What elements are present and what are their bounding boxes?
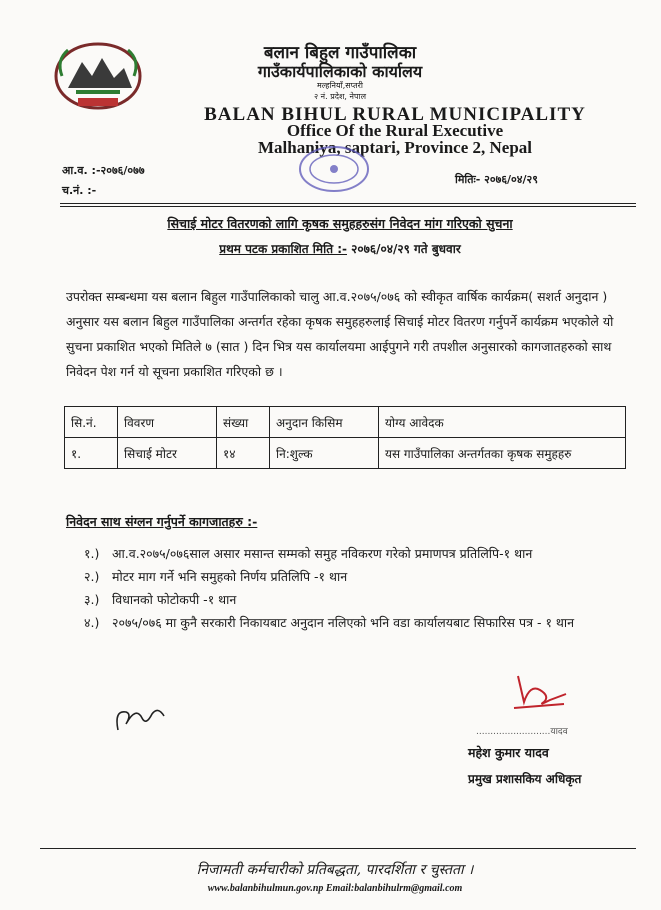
header-divider-second [60, 206, 636, 207]
signature-icon [510, 672, 570, 712]
list-item-text: आ.व.२०७५/०७६साल असार मसान्त सम्मको समुह नविकरण गरेको प्रमाणपत्र प्रतिलिपि-१ थान [112, 546, 533, 561]
list-item-text: २०७५/०७६ मा कुनै सरकारी निकायबाट अनुदान नलिएको भनि वडा कार्यालयबाट सिफारिस पत्र - १ थान [112, 615, 575, 630]
list-item [84, 565, 624, 588]
list-item-number: ३.) [84, 592, 100, 607]
municipality-name-nepali: बलान बिहुल गाउँपालिका [263, 43, 417, 63]
signatory-title: प्रमुख प्रशासकिय अधिकृत [468, 772, 582, 786]
list-item-text: विधानको फोटोकपी -१ थान [112, 592, 237, 607]
office-stamp-icon [296, 144, 372, 194]
table-header-cell: विवरण [118, 407, 217, 438]
list-item-number: २.) [84, 569, 100, 584]
table-header-cell: संख्या [217, 407, 270, 438]
signature-line: ..........................यादव [476, 727, 568, 737]
nepal-emblem-icon [52, 40, 144, 112]
published-date-line [60, 240, 620, 257]
fiscal-year: आ.व. :-२०७६/०७७ [62, 164, 145, 177]
municipality-name-english: BALAN BIHUL RURAL MUNICIPALITY [204, 104, 586, 125]
table-header-cell: सि.नं. [65, 407, 118, 438]
table-header-row [65, 407, 626, 438]
table-cell: यस गाउँपालिका अन्तर्गतका कृषक समुहहरु [379, 438, 626, 469]
table-header-cell: योग्य आवेदक [379, 407, 626, 438]
signatory-name: महेश कुमार यादव [468, 745, 549, 760]
footer-contact: www.balanbihulmun.gov.np Email:balanbihulrm@gmail.com [207, 883, 463, 894]
header-divider [60, 203, 636, 204]
address-english: Malhaniya, saptari, Province 2, Nepal [257, 138, 533, 157]
footer-motto: निजामती कर्मचारीको प्रतिबद्धता, पारदर्शिता र चुस्तता । [196, 862, 474, 878]
list-item [84, 542, 624, 565]
table-cell: नि:शुल्क [270, 438, 379, 469]
initials-signature-icon [112, 700, 172, 736]
address-nepali: मल्हनियाँ,सप्तरी [316, 81, 364, 90]
notice-body: उपरोक्त सम्बन्धमा यस बलान बिहुल गाउँपालिकाको चालु आ.व.२०७५/०७६ को स्वीकृत वार्षिक कार्यक्रम( सशर्त अनुदान ) अनुसार यस बलान बिहुल गाउँपालिका अन्तर्गत रहेका कृषक समुहहरुलाई सिचाई मोटर वितरण गर्नुपर्ने कार्यक्रम भएकोले यो सुचना प्रकाशित भएको मितिले ७ (सात ) दिन भित्र यस कार्यालयमा आईपुगने गरी तपशील अनुसारको कागजातहरुको साथ निवेदन पेश गर्न यो सूचना प्रकाशित गरिएको छ । [66, 289, 614, 379]
required-documents-list [84, 542, 624, 634]
notice-title: सिचाई मोटर वितरणको लागि कृषक समुहहरुसंग निवेदन मांग गरिएको सुचना [167, 216, 513, 231]
list-item-text: मोटर माग गर्ने भनि समुहको निर्णय प्रतिलिपि -१ थान [112, 569, 348, 584]
office-name-nepali: गाउँकार्यपालिकाको कार्यालय [257, 62, 423, 81]
table-cell: १४ [217, 438, 270, 469]
province-nepali: २ नं. प्रदेश, नेपाल [313, 92, 367, 101]
table-row [65, 438, 626, 469]
table-cell: सिचाई मोटर [118, 438, 217, 469]
published-label: प्रथम पटक प्रकाशित मिति :- [219, 242, 347, 256]
list-item-number: १.) [84, 546, 100, 561]
list-item-number: ४.) [84, 615, 100, 630]
footer-divider [40, 848, 636, 849]
reference-number: च.नं. :- [62, 184, 97, 197]
table-cell: १. [65, 438, 118, 469]
distribution-table [64, 406, 626, 469]
required-documents-title: निवेदन साथ संग्लन गर्नुपर्ने कागजातहरु :- [66, 514, 258, 529]
office-name-english: Office Of the Rural Executive [286, 121, 504, 140]
list-item [84, 611, 624, 634]
table-header-cell: अनुदान किसिम [270, 407, 379, 438]
issue-date: मितिः- २०७६/०४/२९ [455, 173, 538, 186]
published-value: २०७६/०४/२९ गते बुधवार [347, 242, 461, 256]
list-item [84, 588, 624, 611]
